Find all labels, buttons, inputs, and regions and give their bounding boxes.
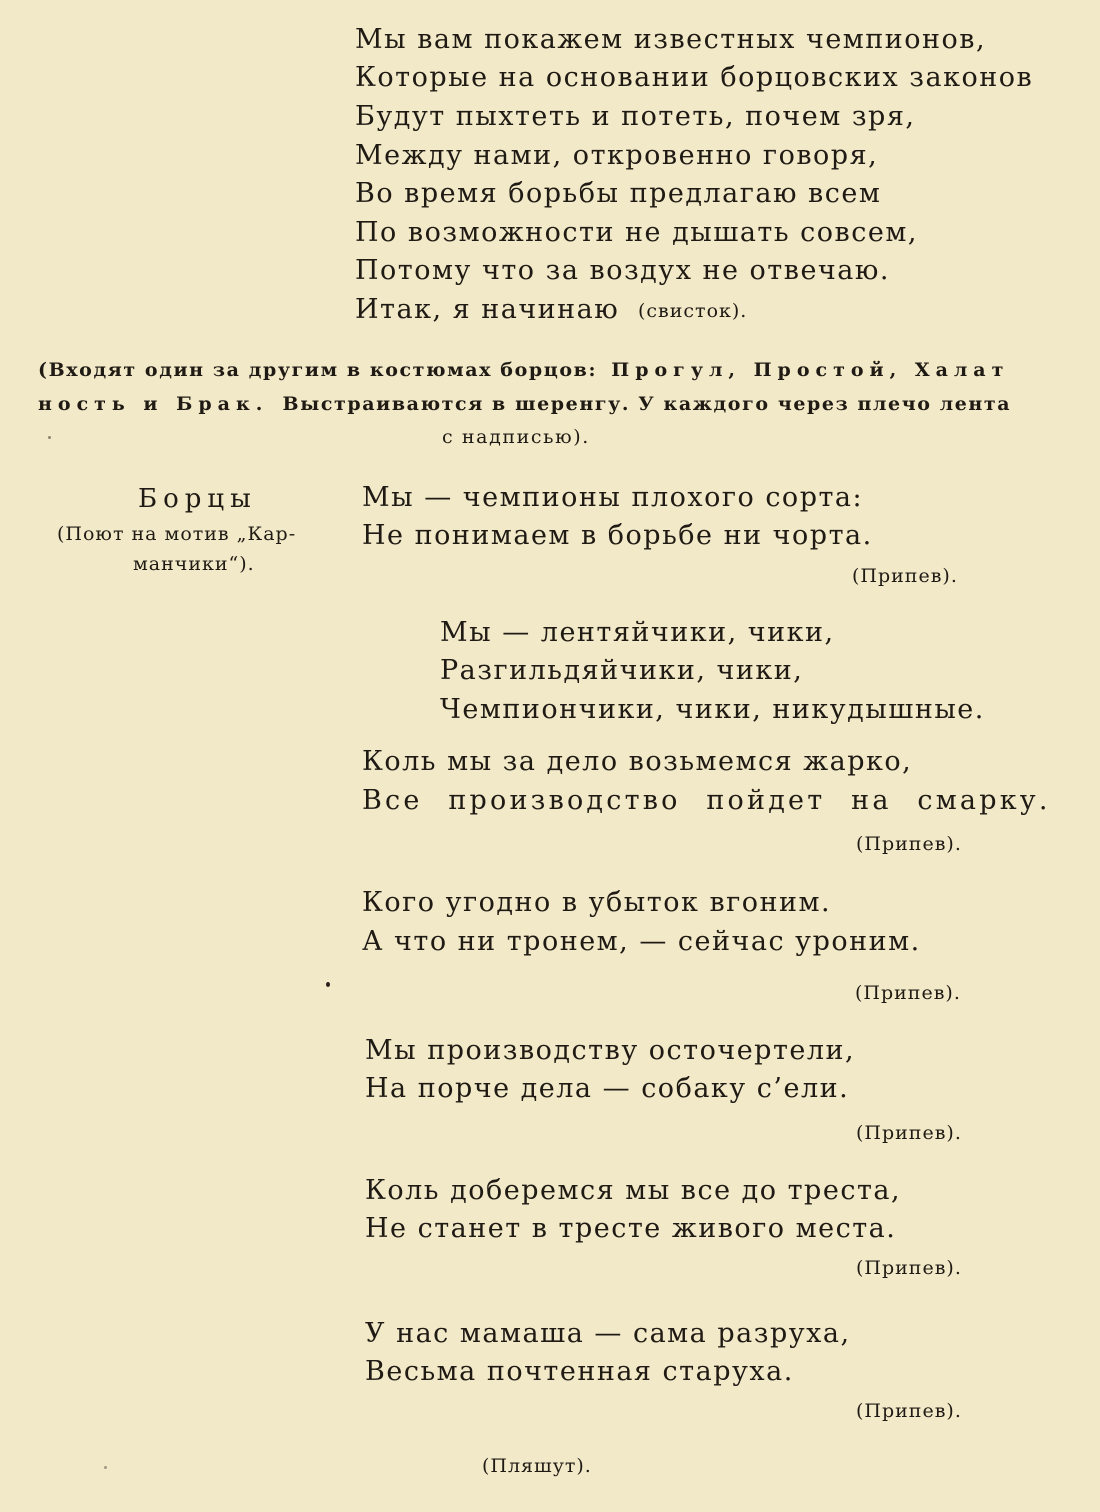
verse-line: Весьма почтенная старуха. bbox=[365, 1356, 794, 1387]
verse-line: Не станет в тресте живого места. bbox=[365, 1213, 897, 1244]
print-speck bbox=[326, 982, 330, 987]
opening-line: Которые на основании борцовских законов bbox=[355, 62, 1034, 93]
verse-line: Не понимаем в борьбе ни чорта. bbox=[362, 520, 873, 551]
verse-line: Кого угодно в убыток вгоним. bbox=[362, 887, 832, 918]
opening-line: По возможности не дышать совсем, bbox=[355, 217, 918, 248]
opening-line: Во время борьбы предлагаю всем bbox=[355, 178, 882, 209]
verse-line: А что ни тронем, — сейчас уроним. bbox=[362, 926, 921, 957]
speaker-name: Борцы bbox=[138, 484, 257, 514]
print-speck bbox=[48, 436, 51, 439]
verse-line: На порче дела — собаку с’ели. bbox=[365, 1073, 850, 1104]
stage-direction-text: Выстраиваются в шеренгу. У каждого через плечо лента bbox=[282, 393, 1012, 415]
verse-line: Все производство пойдет на смарку. bbox=[362, 785, 1051, 816]
stage-direction-line1 bbox=[38, 361, 1009, 380]
speaker-note: (Поют на мотив „Кар- bbox=[57, 523, 297, 545]
verse-line: Коль мы за дело возьмемся жарко, bbox=[362, 746, 913, 777]
opening-line: Между нами, откровенно говоря, bbox=[355, 140, 879, 171]
speaker-note: манчики“). bbox=[133, 553, 255, 575]
stage-direction-text: (Входят один за другим в костюмах борцов: bbox=[38, 359, 598, 381]
refrain-label: (Припев). bbox=[856, 1122, 962, 1144]
stage-direction-line3: с надписью). bbox=[442, 426, 590, 448]
verse-line: Коль доберемся мы все до треста, bbox=[365, 1175, 902, 1206]
refrain-label: (Припев). bbox=[856, 1400, 962, 1422]
refrain-label: (Припев). bbox=[852, 565, 958, 587]
opening-line: Будут пыхтеть и потеть, почем зря, bbox=[355, 101, 916, 132]
chorus-line: Разгильдяйчики, чики, bbox=[440, 655, 804, 686]
verse-line: У нас мамаша — сама разруха, bbox=[365, 1318, 851, 1349]
opening-line: Потому что за воздух не отвечаю. bbox=[355, 255, 890, 286]
print-speck bbox=[104, 1466, 107, 1469]
character-names: ность и Брак. bbox=[38, 393, 269, 415]
stage-direction-line2 bbox=[38, 395, 1011, 414]
refrain-label: (Припев). bbox=[856, 833, 962, 855]
chorus-line: Чемпиончики, чики, никудышные. bbox=[440, 694, 985, 725]
opening-note: (свисток). bbox=[638, 300, 748, 322]
opening-line: Мы вам покажем известных чемпионов, bbox=[355, 24, 987, 55]
verse-line: Мы производству осточертели, bbox=[365, 1035, 856, 1066]
chorus-line: Мы — лентяйчики, чики, bbox=[440, 617, 835, 648]
opening-line: Итак, я начинаю bbox=[355, 294, 620, 325]
character-names: Прогул, Простой, Халат bbox=[611, 359, 1010, 381]
closing-direction: (Пляшут). bbox=[482, 1455, 592, 1477]
refrain-label: (Припев). bbox=[856, 1257, 962, 1279]
verse-line: Мы — чемпионы плохого сорта: bbox=[362, 482, 864, 513]
refrain-label: (Припев). bbox=[855, 982, 961, 1004]
